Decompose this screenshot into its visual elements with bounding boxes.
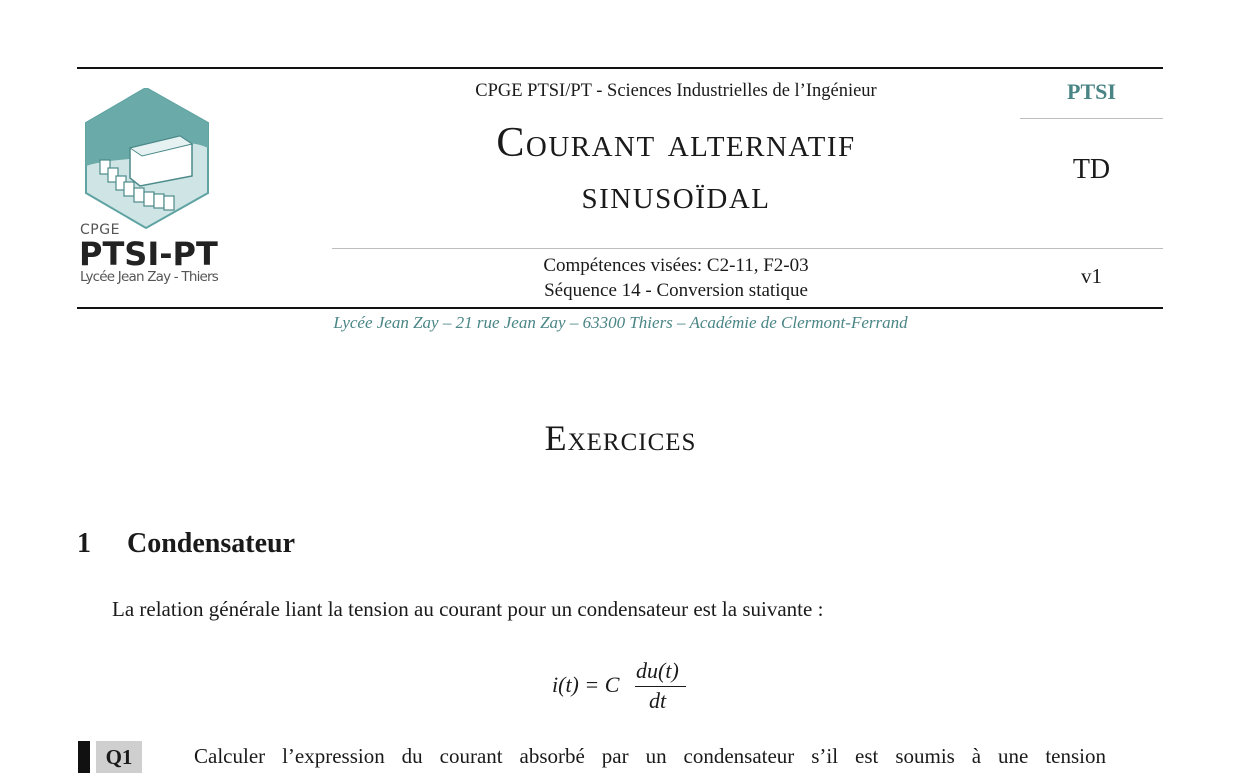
logo-lycee-text: Lycée Jean Zay - Thiers [80,269,219,285]
equation-lhs: i(t) = C [552,672,620,697]
logo-cpge-text: CPGE [80,222,120,238]
question-text: Calculer l’expression du courant absorbé par un condensateur s’il est soumis à une tension [194,744,1106,768]
section-number: 1 [77,528,91,559]
question-marker [78,741,90,773]
course-subtitle: CPGE PTSI/PT - Sciences Industrielles de l’Ingénieur [475,81,877,101]
version-label: v1 [1081,264,1102,288]
sequence-text: Séquence 14 - Conversion statique [544,280,808,301]
competences-text: Compétences visées: C2-11, F2-03 [543,255,809,276]
header-mid-rule [332,248,1163,249]
header-top-rule [77,67,1163,69]
title-line-2: sinusoïdal [581,172,771,218]
logo-name-text: PTSI-PT [79,235,218,273]
class-label: PTSI [1067,79,1116,104]
capacitor-equation [552,658,702,714]
competences-block [332,253,1020,303]
document-type: TD [1072,154,1111,185]
title-line-1: Courant alternatif [496,120,856,166]
section-title: Condensateur [127,528,296,559]
question-label: Q1 [96,741,142,773]
intro-paragraph: La relation générale liant la tension au courant pour un condensateur est la suivante : [112,597,824,621]
document-title [332,117,1020,221]
equation-denominator: dt [649,688,667,713]
school-address: Lycée Jean Zay – 21 rue Jean Zay – 63300 Thiers – Académie de Clermont-Ferrand [333,313,908,332]
header-bottom-rule [77,307,1163,309]
equation-numerator: du(t) [636,658,679,683]
page-heading: Exercices [544,418,697,458]
header-class-rule [1020,118,1163,119]
